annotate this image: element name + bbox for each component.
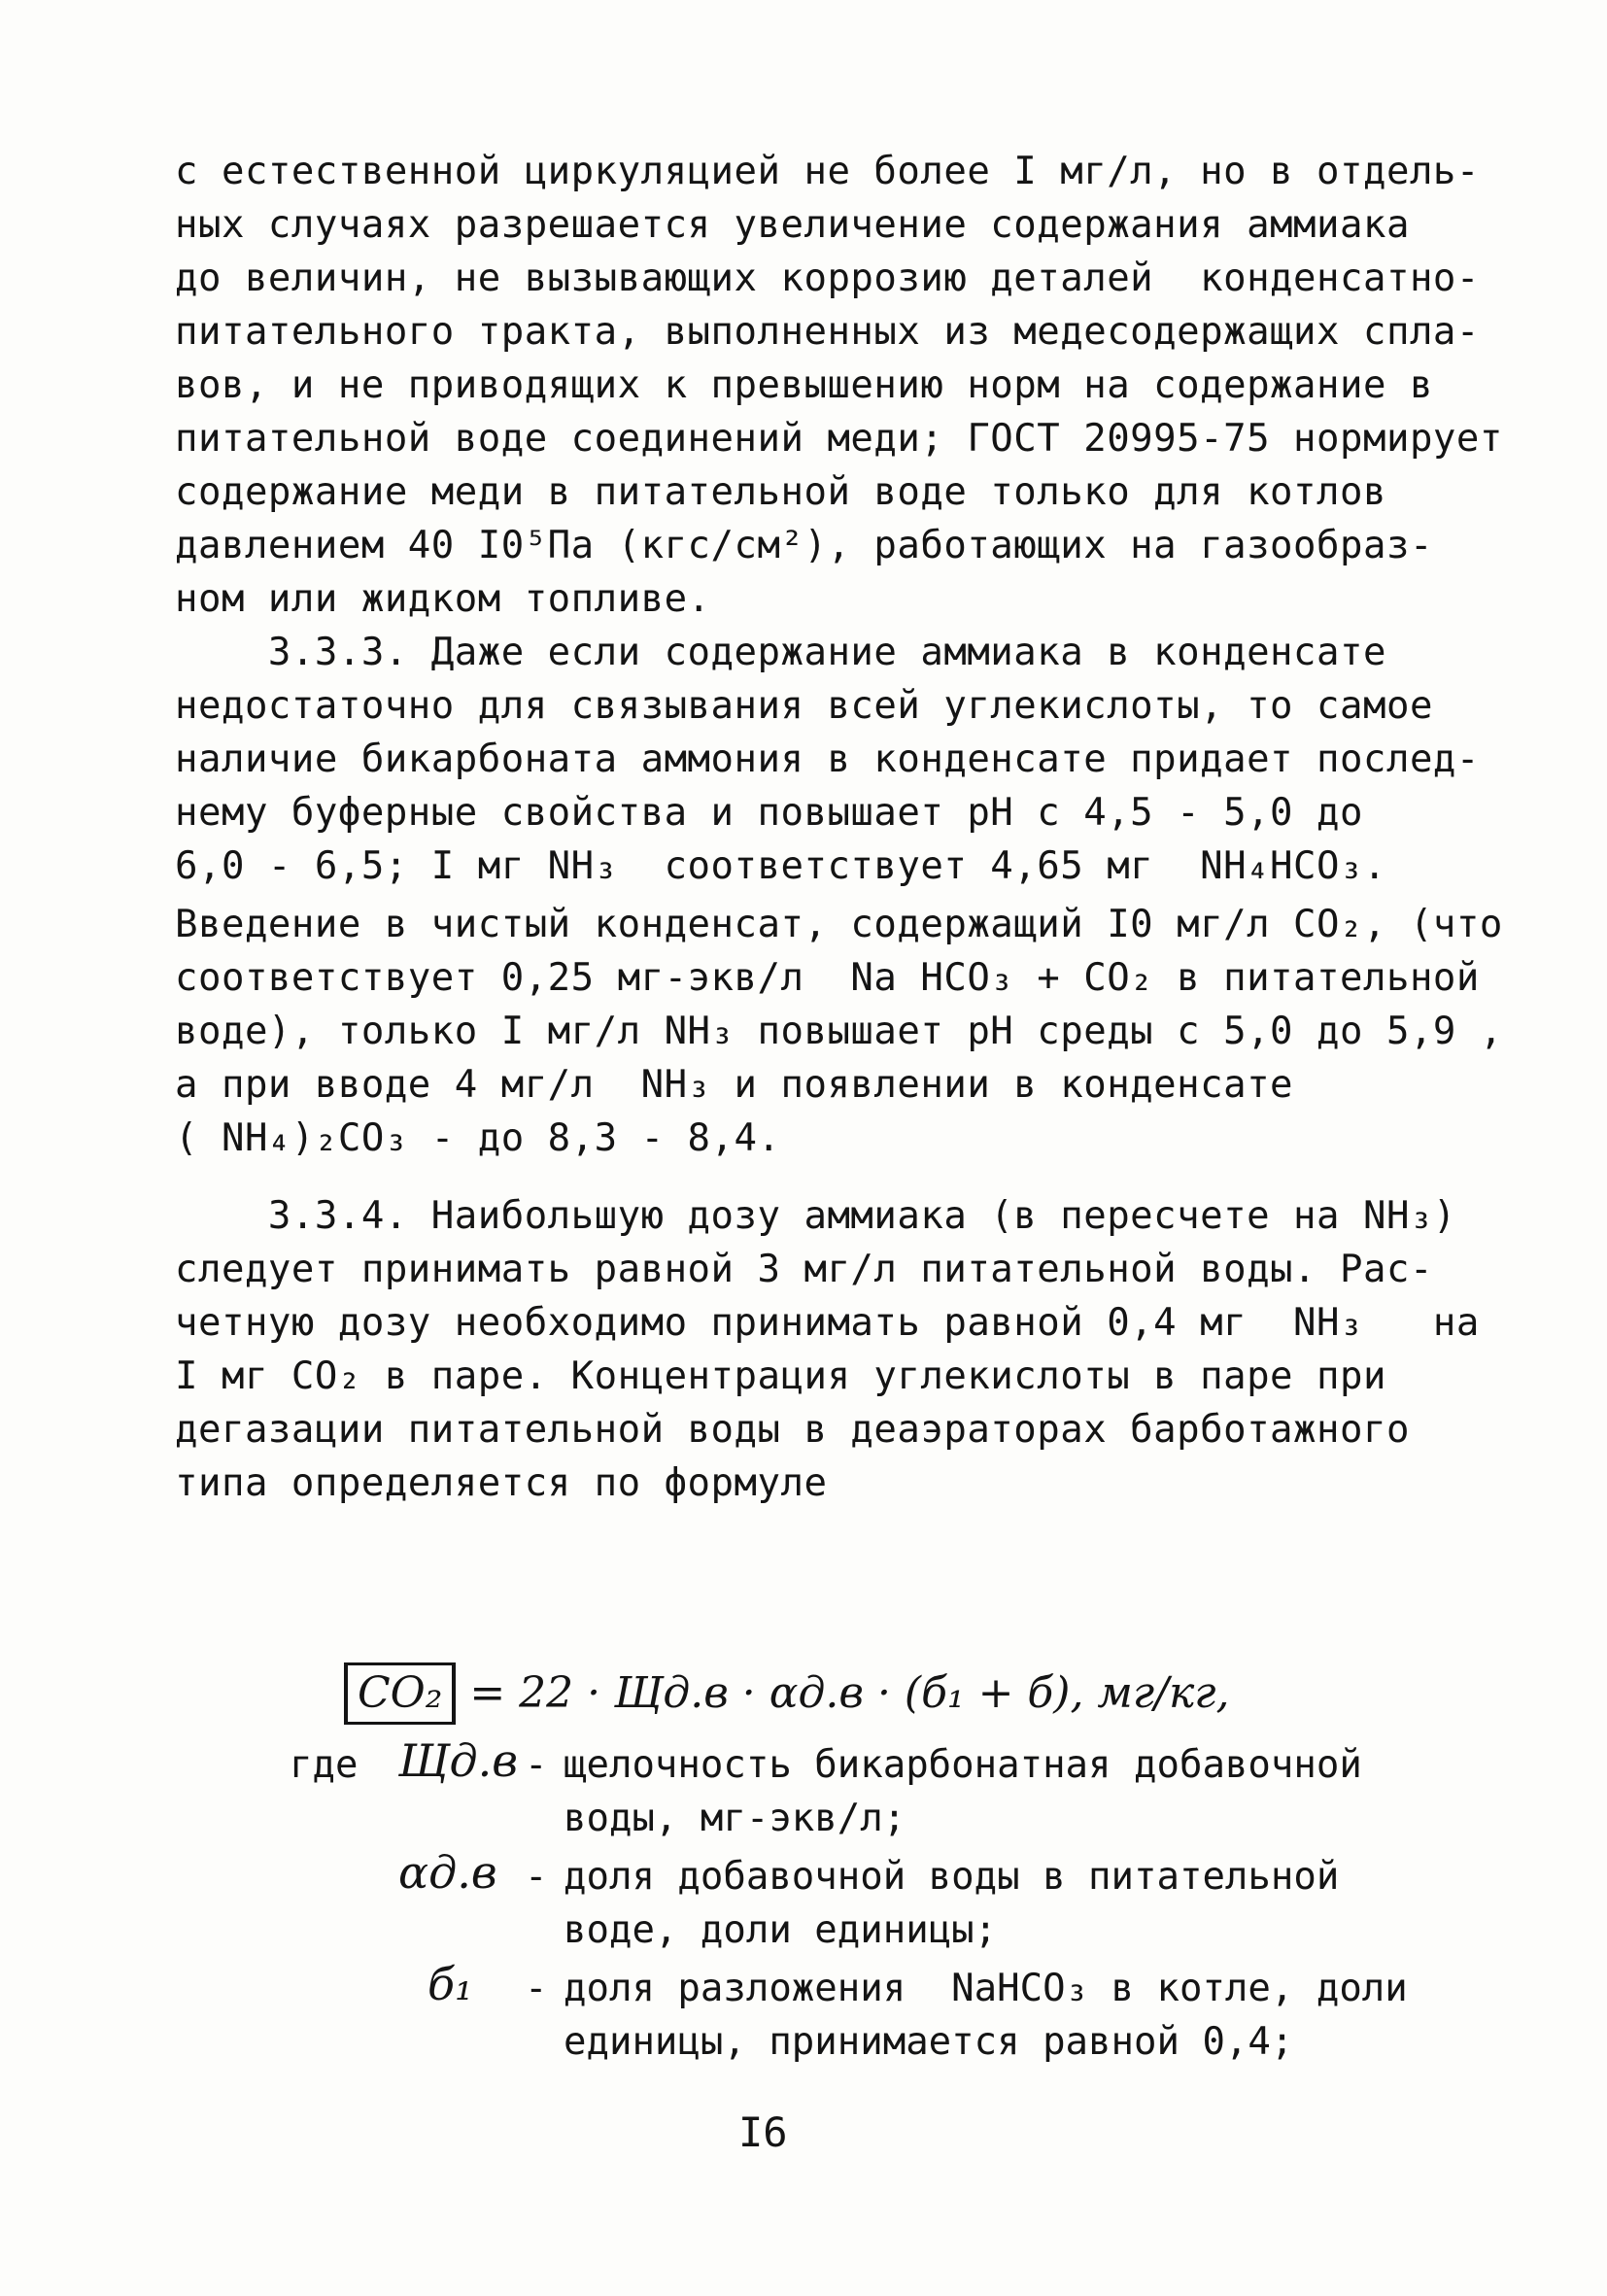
formula-lhs: CO₂ xyxy=(344,1662,456,1725)
definition-text: воды, мг-экв/л; xyxy=(564,1797,906,1840)
symbol-makeup-fraction: αд.в xyxy=(398,1846,497,1899)
text-line: с естественной циркуляцией не более I мг/л, но в отдель- xyxy=(175,150,1480,193)
text-line: соответствует 0,25 мг-экв/л Na HCO₃ + CO₂ в питательной xyxy=(175,956,1480,1000)
symbol-alkalinity: Щд.в xyxy=(398,1734,519,1787)
definition-text: щелочность бикарбонатная добавочной xyxy=(564,1743,1362,1787)
text-line: воде), только I мг/л NH₃ повышает pH среды с 5,0 до 5,9 , xyxy=(175,1010,1503,1053)
page-number: I6 xyxy=(738,2108,788,2156)
definition-dash: - xyxy=(525,1855,548,1899)
text-line: ном или жидком топливе. xyxy=(175,577,711,621)
text-line: а при вводе 4 мг/л NH₃ и появлении в конденсате xyxy=(175,1063,1294,1107)
text-line: ( NH₄)₂CO₃ - до 8,3 - 8,4. xyxy=(175,1116,781,1160)
text-line: следует принимать равной 3 мг/л питательной воды. Рас- xyxy=(175,1248,1433,1291)
section-3-3-4-heading: 3.3.4. Наибольшую дозу аммиака (в пересчете на NH₃) xyxy=(175,1194,1456,1238)
text-line: I мг CO₂ в паре. Концентрация углекислоты в паре при xyxy=(175,1354,1386,1398)
definition-text: воде, доли единицы; xyxy=(564,1908,998,1952)
where-label: где xyxy=(290,1743,359,1787)
definition-dash: - xyxy=(525,1743,548,1787)
text-line: давлением 40 I0⁵Па (кгс/см²), работающих на газообраз- xyxy=(175,524,1433,567)
text-line: наличие бикарбоната аммония в конденсате придает послед- xyxy=(175,737,1480,781)
text-line: вов, и не приводящих к превышению норм на содержание в xyxy=(175,363,1433,407)
text-line: до величин, не вызывающих коррозию деталей конденсатно- xyxy=(175,257,1480,300)
formula-rhs: = 22 · Щд.в · αд.в · (б₁ + б), мг/кг, xyxy=(456,1668,1230,1718)
text-line: типа определяется по формуле xyxy=(175,1461,828,1505)
text-line: Введение в чистый конденсат, содержащий I0 мг/л CO₂, (что xyxy=(175,903,1503,946)
definition-text: доля добавочной воды в питательной xyxy=(564,1855,1340,1899)
text-line: нему буферные свойства и повышает pH с 4,5 - 5,0 до xyxy=(175,791,1363,835)
text-line: недостаточно для связывания всей углекислоты, то самое xyxy=(175,684,1433,728)
text-line: ных случаях разрешается увеличение содержания аммиака xyxy=(175,203,1410,247)
text-line: питательной воде соединений меди; ГОСТ 20995-75 нормирует xyxy=(175,417,1503,461)
text-line: дегазации питательной воды в деаэраторах барботажного xyxy=(175,1408,1410,1452)
definition-text: единицы, принимается равной 0,4; xyxy=(564,2020,1294,2064)
text-line: четную дозу необходимо принимать равной 0,4 мг NH₃ на xyxy=(175,1301,1480,1345)
text-line: 6,0 - 6,5; I мг NH₃ соответствует 4,65 мг NH₄HCO₃. xyxy=(175,844,1386,888)
symbol-decomposition-fraction: б₁ xyxy=(427,1958,473,2010)
text-line: питательного тракта, выполненных из медесодержащих спла- xyxy=(175,310,1480,354)
definition-text: доля разложения NaHCO₃ в котле, доли xyxy=(564,1967,1408,2010)
definition-dash: - xyxy=(525,1967,548,2010)
section-3-3-3-heading: 3.3.3. Даже если содержание аммиака в конденсате xyxy=(175,631,1386,674)
text-line: содержание меди в питательной воде только для котлов xyxy=(175,470,1386,514)
